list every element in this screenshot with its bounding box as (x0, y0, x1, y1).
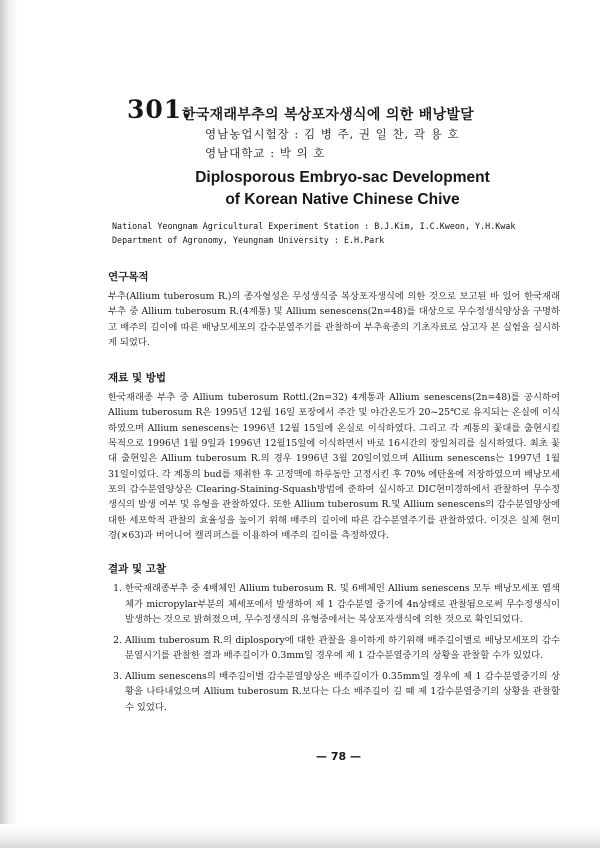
affiliation-line-1: National Yeongnam Agricultural Experiment Station : B.J.Kim, I.C.Kweon, Y.H.Kwak (112, 221, 516, 231)
section-methods (105, 370, 560, 543)
results-item-1: 1. 한국재래종부추 중 4배체인 Allium tuberosum R. 및 6배체인 Allium senescens 모두 배낭모세포 염색체가 micropylar부분의 체세포에서 발생하여 제 1 감수분열 중기에 4n상태로 관찰됨으로써 무수정생식이 발생하는 것으로 밝혀졌으며, 무수정생식의 유형중에서는 복상포자생식에 의한 것으로 확인되었다. (125, 581, 560, 628)
english-title-line-2: of Korean Native Chinese Chive (225, 191, 460, 208)
document-page (105, 95, 560, 720)
section-purpose (105, 269, 560, 350)
purpose-text: 부추(Allium tuberosum R.)의 종자형성은 무성생식중 복상포자생식에 의한 것으로 보고된 바 있어 한국재래부추 중 Allium tuberosum R.(4계통) 및 Allium senescens(2n=48)를 대상으로 무수정생식양상을 구명하고 배주의 길이에 따른 배낭모세포의 감수분열주기를 관찰하여 부추육종의 기초자료로 삼고자 본 실험을 실시하게 되었다. (108, 291, 560, 348)
english-affiliations (105, 219, 560, 247)
results-item-3: 3. Allium senescens의 배주길이별 감수분열양상은 배주길이가 0.35mm일 경우에 제 1 감수분열중기의 상황을 나타내었으며 Allium tuberosum R.보다는 다소 배주길이 길 때 제 1감수분열중기의 상황을 관찰할 수 있었다. (125, 669, 560, 716)
authors-line-2: 영남대학교 : 박 의 호 (205, 146, 326, 160)
scan-shadow-bottom (0, 824, 600, 848)
authors-line-1: 영남농업시험장 : 김 병 주, 권 일 찬, 곽 용 호 (205, 127, 460, 141)
page-number: — 78 — (316, 750, 361, 763)
results-heading: 결과 및 고찰 (108, 563, 167, 576)
section-results (105, 561, 560, 715)
results-list (105, 581, 560, 715)
methods-text: 한국재래종 부추 중 Allium tuberosum Rottl.(2n=32) 4계통과 Allium senescens(2n=48)를 공시하여 Allium tuberosum R은 1995년 12월 16일 포장에서 주간 및 야간온도가 20~25℃로 유지되는 온실에 이식하였으며 Allium senescens는 1996년 12월 15일에 온실로 이식하였다. 그리고 각 계통의 꽃대를 출현시킬 목적으로 1996년 1월 9일과 1996년 12월15일에 이식하면서 바로 16시간의 장일처리를 실시하였다. 최초 꽃대 출현일은 Allium tuberosum R.의 경우 1996년 3월 20일이었으며 Allium senescens는 1997년 1월 31일이었다. 각 계통의 bud를 채취한 후 고정액에 하루동안 고정시킨 후 70% 에탄올에 저장하였으며 배낭모세포의 감수분열양상은 Clearing-Staining-Squash방법에 준하여 실시하고 DIC현미경하에서 관찰하여 무수정생식의 발생 여부 및 유형을 관찰하였다. 또한 Allium tuberosum R.및 Allium senescens의 감수분열양상에 대한 세포학적 관찰의 효율성을 높이기 위해 배주의 길이에 따른 감수분열주기를 관찰하였다. 이것은 실체 현미경(×63)과 버어니어 캘리퍼스를 이용하여 배주의 길이를 측정하였다. (108, 392, 560, 541)
abstract-number: 301. (127, 95, 192, 124)
korean-authors (105, 125, 560, 163)
purpose-heading: 연구목적 (108, 271, 149, 283)
methods-heading: 재료 및 방법 (108, 372, 167, 385)
affiliation-line-2: Department of Agronomy, Yeungnam University : E.H.Park (112, 235, 385, 245)
english-title-line-1: Diplosporous Embryo-sac Development (195, 169, 490, 186)
results-item-2: 2. Allium tuberosum R.의 diplospory에 대한 관찰을 용이하게 하기위해 배주길이별로 배낭모세포의 감수분열시기를 관찰한 결과 배주길이가 0.3mm일 경우에 제 1 감수분열중기의 상황을 관찰할 수가 있었다. (125, 633, 560, 664)
english-title (125, 167, 560, 211)
abstract-header (105, 95, 560, 125)
korean-title: 한국재래부추의 복상포자생식에 의한 배낭발달 (182, 107, 475, 123)
scan-shadow-left (0, 0, 18, 848)
